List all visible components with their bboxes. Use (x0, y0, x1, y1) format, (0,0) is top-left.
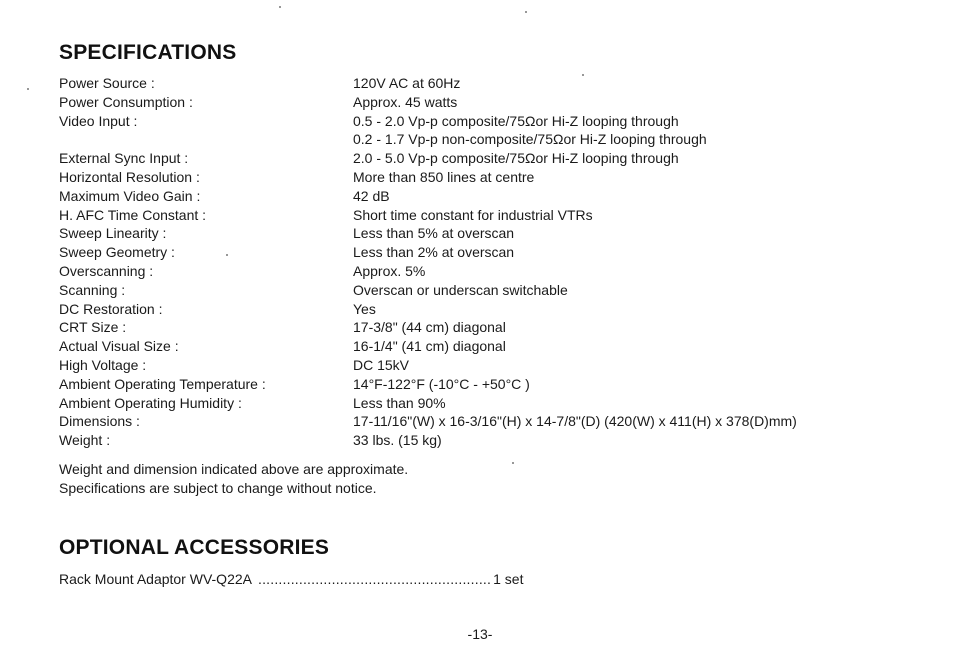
specifications-heading: SPECIFICATIONS (59, 41, 237, 64)
note-subject-to-change: Specifications are subject to change without notice. (59, 480, 377, 496)
scan-speck (279, 6, 281, 8)
spec-values (353, 224, 919, 243)
spec-values (353, 281, 919, 300)
spec-row (59, 262, 919, 281)
spec-row (59, 281, 919, 300)
spec-value: 42 dB (353, 187, 390, 204)
spec-values (353, 112, 919, 150)
spec-value: 2.0 - 5.0 Vp-p composite/75Ωor Hi-Z looping through (353, 150, 679, 167)
spec-label: CRT Size : (59, 319, 127, 336)
accessory-quantity: 1 set (493, 571, 524, 587)
spec-value: 17-3/8" (44 cm) diagonal (353, 319, 506, 336)
spec-values (353, 337, 919, 356)
spec-values (353, 412, 919, 431)
spec-row (59, 224, 919, 243)
spec-row (59, 74, 919, 93)
optional-accessories-heading: OPTIONAL ACCESSORIES (59, 536, 330, 559)
spec-values (353, 187, 919, 206)
spec-label: Ambient Operating Temperature : (59, 375, 266, 392)
spec-value: 120V AC at 60Hz (353, 75, 461, 91)
spec-row (59, 356, 919, 375)
spec-value: 0.2 - 1.7 Vp-p non-composite/75Ωor Hi-Z looping through (353, 131, 707, 148)
scan-speck (512, 462, 514, 464)
spec-label: Horizontal Resolution : (59, 168, 200, 185)
accessory-leader-dots: ......................................................... (257, 571, 492, 587)
spec-value: DC 15kV (353, 356, 410, 373)
spec-row (59, 431, 919, 450)
spec-value: Approx. 5% (353, 262, 426, 279)
spec-values (353, 149, 919, 168)
spec-values (353, 431, 919, 450)
spec-label: External Sync Input : (59, 150, 189, 167)
spec-label: Power Consumption : (59, 93, 193, 110)
spec-values (353, 394, 919, 413)
spec-value: Short time constant for industrial VTRs (353, 206, 593, 223)
scan-speck (582, 74, 584, 76)
spec-label: Dimensions : (59, 413, 140, 430)
spec-value: Yes (353, 300, 376, 317)
spec-values (353, 168, 919, 187)
spec-row (59, 187, 919, 206)
spec-value: Less than 5% at overscan (353, 225, 515, 242)
scan-speck (226, 254, 228, 256)
spec-values (353, 300, 919, 319)
spec-label: Overscanning : (59, 262, 154, 279)
spec-row (59, 375, 919, 394)
spec-row (59, 318, 919, 337)
spec-label: Sweep Linearity : (59, 225, 167, 242)
accessory-item (59, 570, 523, 589)
scan-speck (525, 11, 527, 13)
spec-row (59, 394, 919, 413)
spec-values (353, 318, 919, 337)
spec-label: H. AFC Time Constant : (59, 206, 207, 223)
spec-label: Sweep Geometry : (59, 244, 175, 261)
spec-value: 0.5 - 2.0 Vp-p composite/75Ωor Hi-Z looping through (353, 112, 679, 129)
spec-values (353, 375, 919, 394)
spec-row (59, 93, 919, 112)
spec-row (59, 206, 919, 225)
spec-label: Power Source : (59, 75, 155, 91)
spec-label: Ambient Operating Humidity : (59, 394, 242, 411)
spec-value: Approx. 45 watts (353, 93, 458, 110)
spec-value: Less than 90% (353, 394, 446, 411)
accessory-name: Rack Mount Adaptor WV-Q22A (59, 571, 252, 587)
spec-row (59, 412, 919, 431)
spec-values (353, 356, 919, 375)
specifications-table (59, 74, 919, 450)
spec-value: 17-11/16"(W) x 16-3/16"(H) x 14-7/8"(D) (420(W) x 411(H) x 378(D)mm) (353, 413, 797, 430)
spec-label: Maximum Video Gain : (59, 187, 201, 204)
spec-label: DC Restoration : (59, 300, 163, 317)
spec-value: Overscan or underscan switchable (353, 281, 568, 298)
spec-values (353, 262, 919, 281)
spec-label: Actual Visual Size : (59, 338, 179, 355)
spec-values (353, 243, 919, 262)
note-approximate: Weight and dimension indicated above are approximate. (59, 461, 409, 477)
spec-label: High Voltage : (59, 356, 147, 373)
spec-label: Video Input : (59, 112, 138, 129)
spec-row (59, 168, 919, 187)
spec-row (59, 300, 919, 319)
spec-label: Weight : (59, 432, 111, 449)
spec-row (59, 337, 919, 356)
spec-value: Less than 2% at overscan (353, 244, 515, 261)
spec-row (59, 149, 919, 168)
spec-value: More than 850 lines at centre (353, 168, 535, 185)
page-number: -13- (467, 626, 493, 642)
scan-speck (27, 88, 29, 90)
spec-value: 14°F-122°F (-10°C - +50°C ) (353, 375, 530, 392)
spec-values (353, 206, 919, 225)
spec-label: Scanning : (59, 281, 126, 298)
spec-values (353, 93, 919, 112)
spec-values (353, 74, 919, 93)
spec-row (59, 243, 919, 262)
specification-notes (59, 460, 408, 498)
spec-row (59, 112, 919, 150)
spec-value: 33 lbs. (15 kg) (353, 432, 442, 449)
spec-value: 16-1/4" (41 cm) diagonal (353, 338, 506, 355)
